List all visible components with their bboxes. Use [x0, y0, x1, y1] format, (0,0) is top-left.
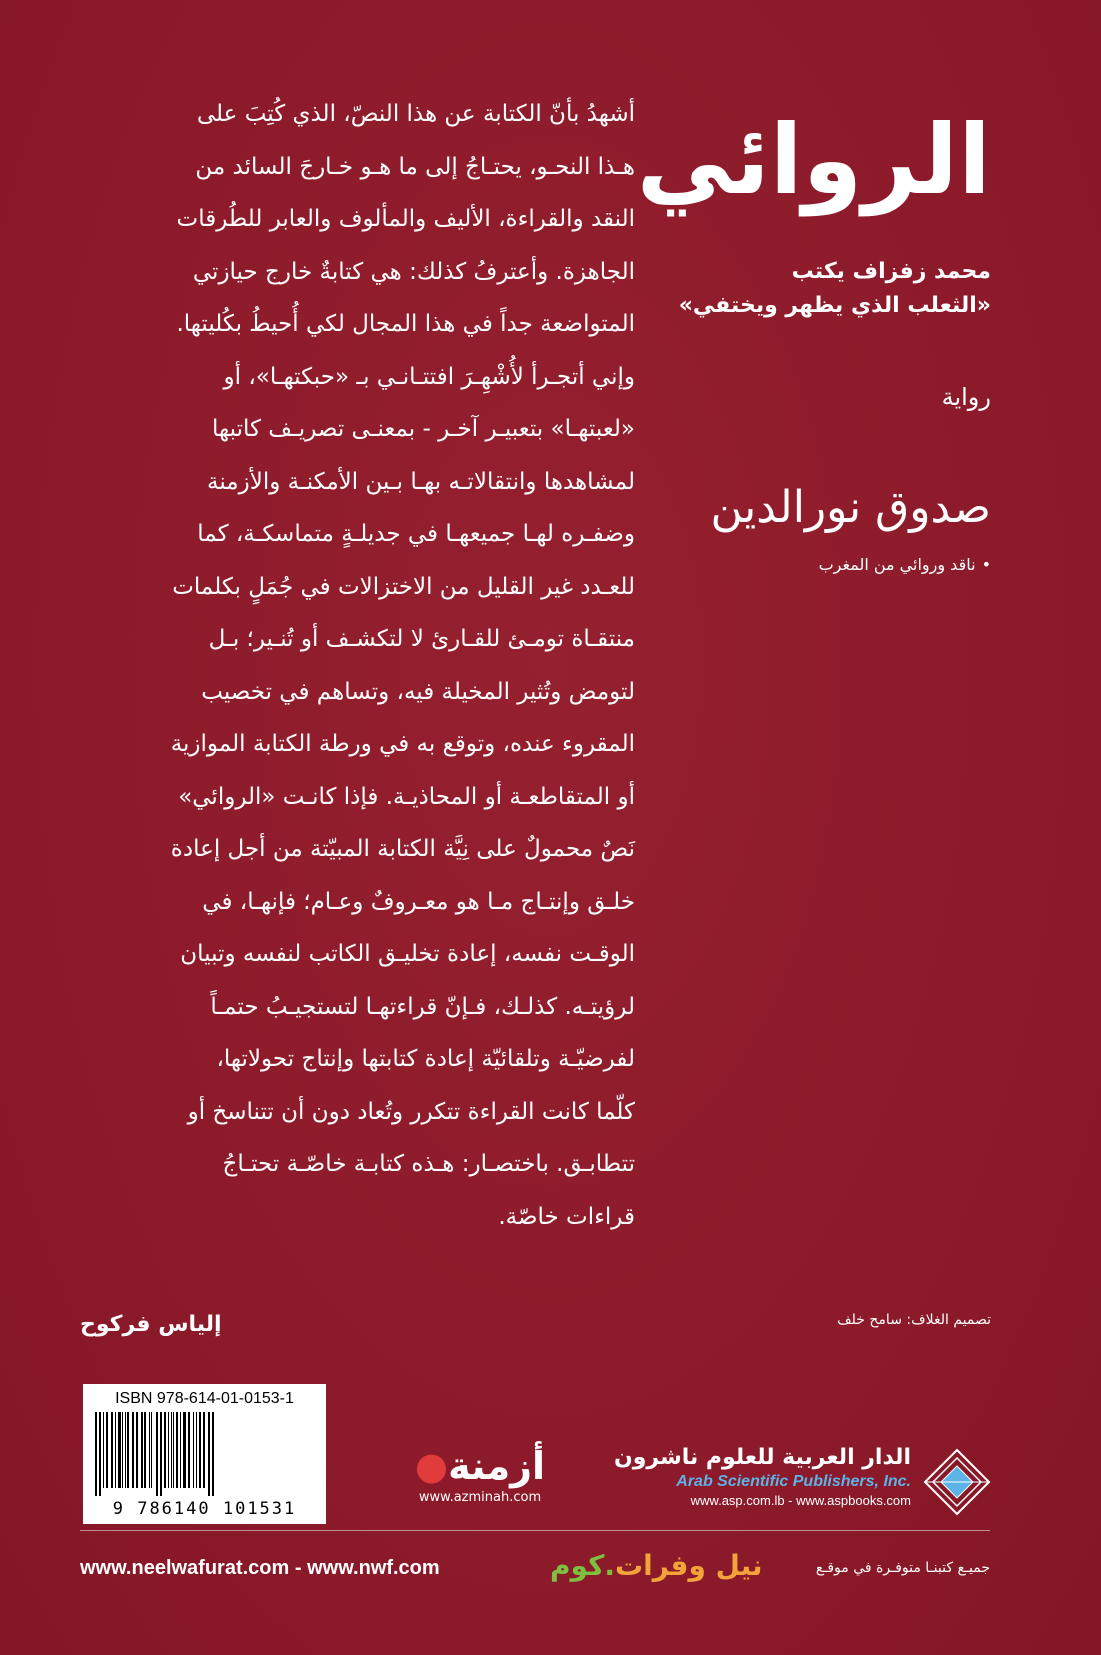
- blurb-line: وضفـره لهـا جميعهـا في جديلـةٍ متماسكـة، كما: [197, 521, 635, 547]
- availability-note: جميـع كتبنـا متوفـرة في موقـع: [815, 1560, 990, 1576]
- author-name: صدوق نورالدين: [710, 482, 991, 533]
- blurb-line: لرؤيتـه. كذلـك، فـإنّ قراءتهـا لتستجيـبُ حتمـاً: [210, 993, 635, 1020]
- blurb-line: قراءات خاصّة.: [498, 1203, 635, 1230]
- blurb-line: الجاهزة. وأعترفُ كذلك: هي كتابةٌ خارج حيازتي: [192, 258, 635, 285]
- blurb-line: أشهدُ بأنّ الكتابة عن هذا النصّ، الذي كُتِبَ على: [196, 101, 635, 127]
- asp-name-english: Arab Scientific Publishers, Inc.: [676, 1473, 911, 1490]
- cover-design-credit: تصميم الغلاف: سامح خلف: [837, 1312, 991, 1328]
- blurb-line: منتقـاة تومـئ للقـارئ لا لتكشـف أو تُنـير؛ بـل: [208, 626, 635, 652]
- blurb-line: نَصٌ محمولٌ على نِيَّة الكتابة المبيّتة من أجل إعادة: [170, 836, 635, 862]
- blurb-line: «لعبتهـا» بتعبيـر آخـر - بمعنـى تصريـف كاتبها: [212, 416, 635, 442]
- footer-urls: www.neelwafurat.com - www.nwf.com: [80, 1557, 440, 1579]
- asp-urls: www.asp.com.lb - www.aspbooks.com: [690, 1493, 911, 1508]
- isbn-label: ISBN 978-614-01-0153-1: [115, 1390, 294, 1407]
- blurb-line: للعـدد غير القليل من الاختزالات في جُمَلٍ بكلمات: [172, 573, 635, 600]
- footer: [80, 1548, 990, 1588]
- book-title: الروائي: [636, 104, 991, 216]
- blurb-line: لمشاهدها وانتقالاتـه بهـا بـين الأمكنـة والأزمنة: [207, 468, 635, 495]
- blurb-line: لفرضيّـة وتلقائيّة إعادة كتابتها وإنتاج تحولاتها،: [216, 1046, 635, 1072]
- blurb-line: النقد والقراءة، الأليف والمألوف والعابر للطُرقات: [176, 206, 635, 232]
- barcode-bars: [93, 1412, 316, 1496]
- blurb-line: أو المتقاطعـة أو المحاذيـة. فإذا كانـت «الروائي»: [178, 783, 635, 810]
- signature-text: إلياس فركوح: [80, 1312, 222, 1337]
- subtitle-line: محمد زفزاف يكتب: [791, 259, 991, 284]
- azminah-logo-text: [390, 1444, 570, 1488]
- isbn-digits: 9 786140 101531: [112, 1499, 297, 1519]
- asp-publisher-logo: [551, 1444, 991, 1524]
- author-description-text: ناقد وروائي من المغرب: [818, 555, 976, 574]
- blurb-line: وإني أتجـرأ لأُشْهِـرَ افتتـانـي بـ «حبكتهـا»، أو: [223, 363, 635, 390]
- blurb-line: تتطابـق. باختصـار: هـذه كتابـة خاصّـة تحتـاجُ: [222, 1151, 635, 1177]
- nwf-logo-part2: .كوم: [550, 1549, 615, 1582]
- azminah-logo-mark-icon: ●: [414, 1444, 449, 1488]
- isbn-barcode: [83, 1384, 326, 1524]
- asp-text-block: [611, 1444, 911, 1510]
- blurb-line: خلـق وإنتـاج مـا هو معـروفٌ وعـام؛ فإنهـا، في: [202, 888, 635, 915]
- azminah-publisher-logo: [390, 1444, 570, 1506]
- asp-name-arabic: الدار العربية للعلوم ناشرون: [613, 1445, 911, 1470]
- subtitle-line: «الثعلب الذي يظهر ويختفي»: [678, 293, 991, 318]
- bullet-icon: •: [981, 555, 991, 574]
- author-description: [631, 553, 991, 577]
- blurb-signature: [80, 1310, 380, 1340]
- footer-divider: [80, 1530, 990, 1531]
- blurb-text: [80, 88, 635, 1243]
- blurb-line: المقروء عنده، وتوقع به في ورطة الكتابة الموازية: [170, 731, 635, 757]
- azminah-url: www.azminah.com: [418, 1490, 542, 1505]
- book-subtitle: [631, 255, 991, 323]
- blurb-line: لتومض وتُثير المخيلة فيه، وتساهم في تخصيب: [201, 678, 635, 705]
- book-genre: رواية: [941, 383, 991, 411]
- blurb-line: الوقـت نفسه، إعادة تخليـق الكاتب لنفسه وتبيان: [180, 941, 635, 967]
- azminah-logo-word: أزمنة: [448, 1444, 546, 1488]
- blurb-line: المتواضعة جداً في هذا المجال لكي أُحيطُ بكُليتها.: [176, 311, 635, 337]
- nwf-logo-part1: نيل وفرات: [615, 1549, 763, 1582]
- nwf-logo: [550, 1548, 763, 1584]
- blurb-line: كلّما كانت القراءة تتكرر وتُعاد دون أن تتناسخ أو: [187, 1098, 635, 1125]
- blurb-line: هـذا النحـو، يحتـاجُ إلى ما هـو خـارجَ السائد من: [195, 153, 635, 180]
- asp-emblem-icon: [923, 1448, 991, 1516]
